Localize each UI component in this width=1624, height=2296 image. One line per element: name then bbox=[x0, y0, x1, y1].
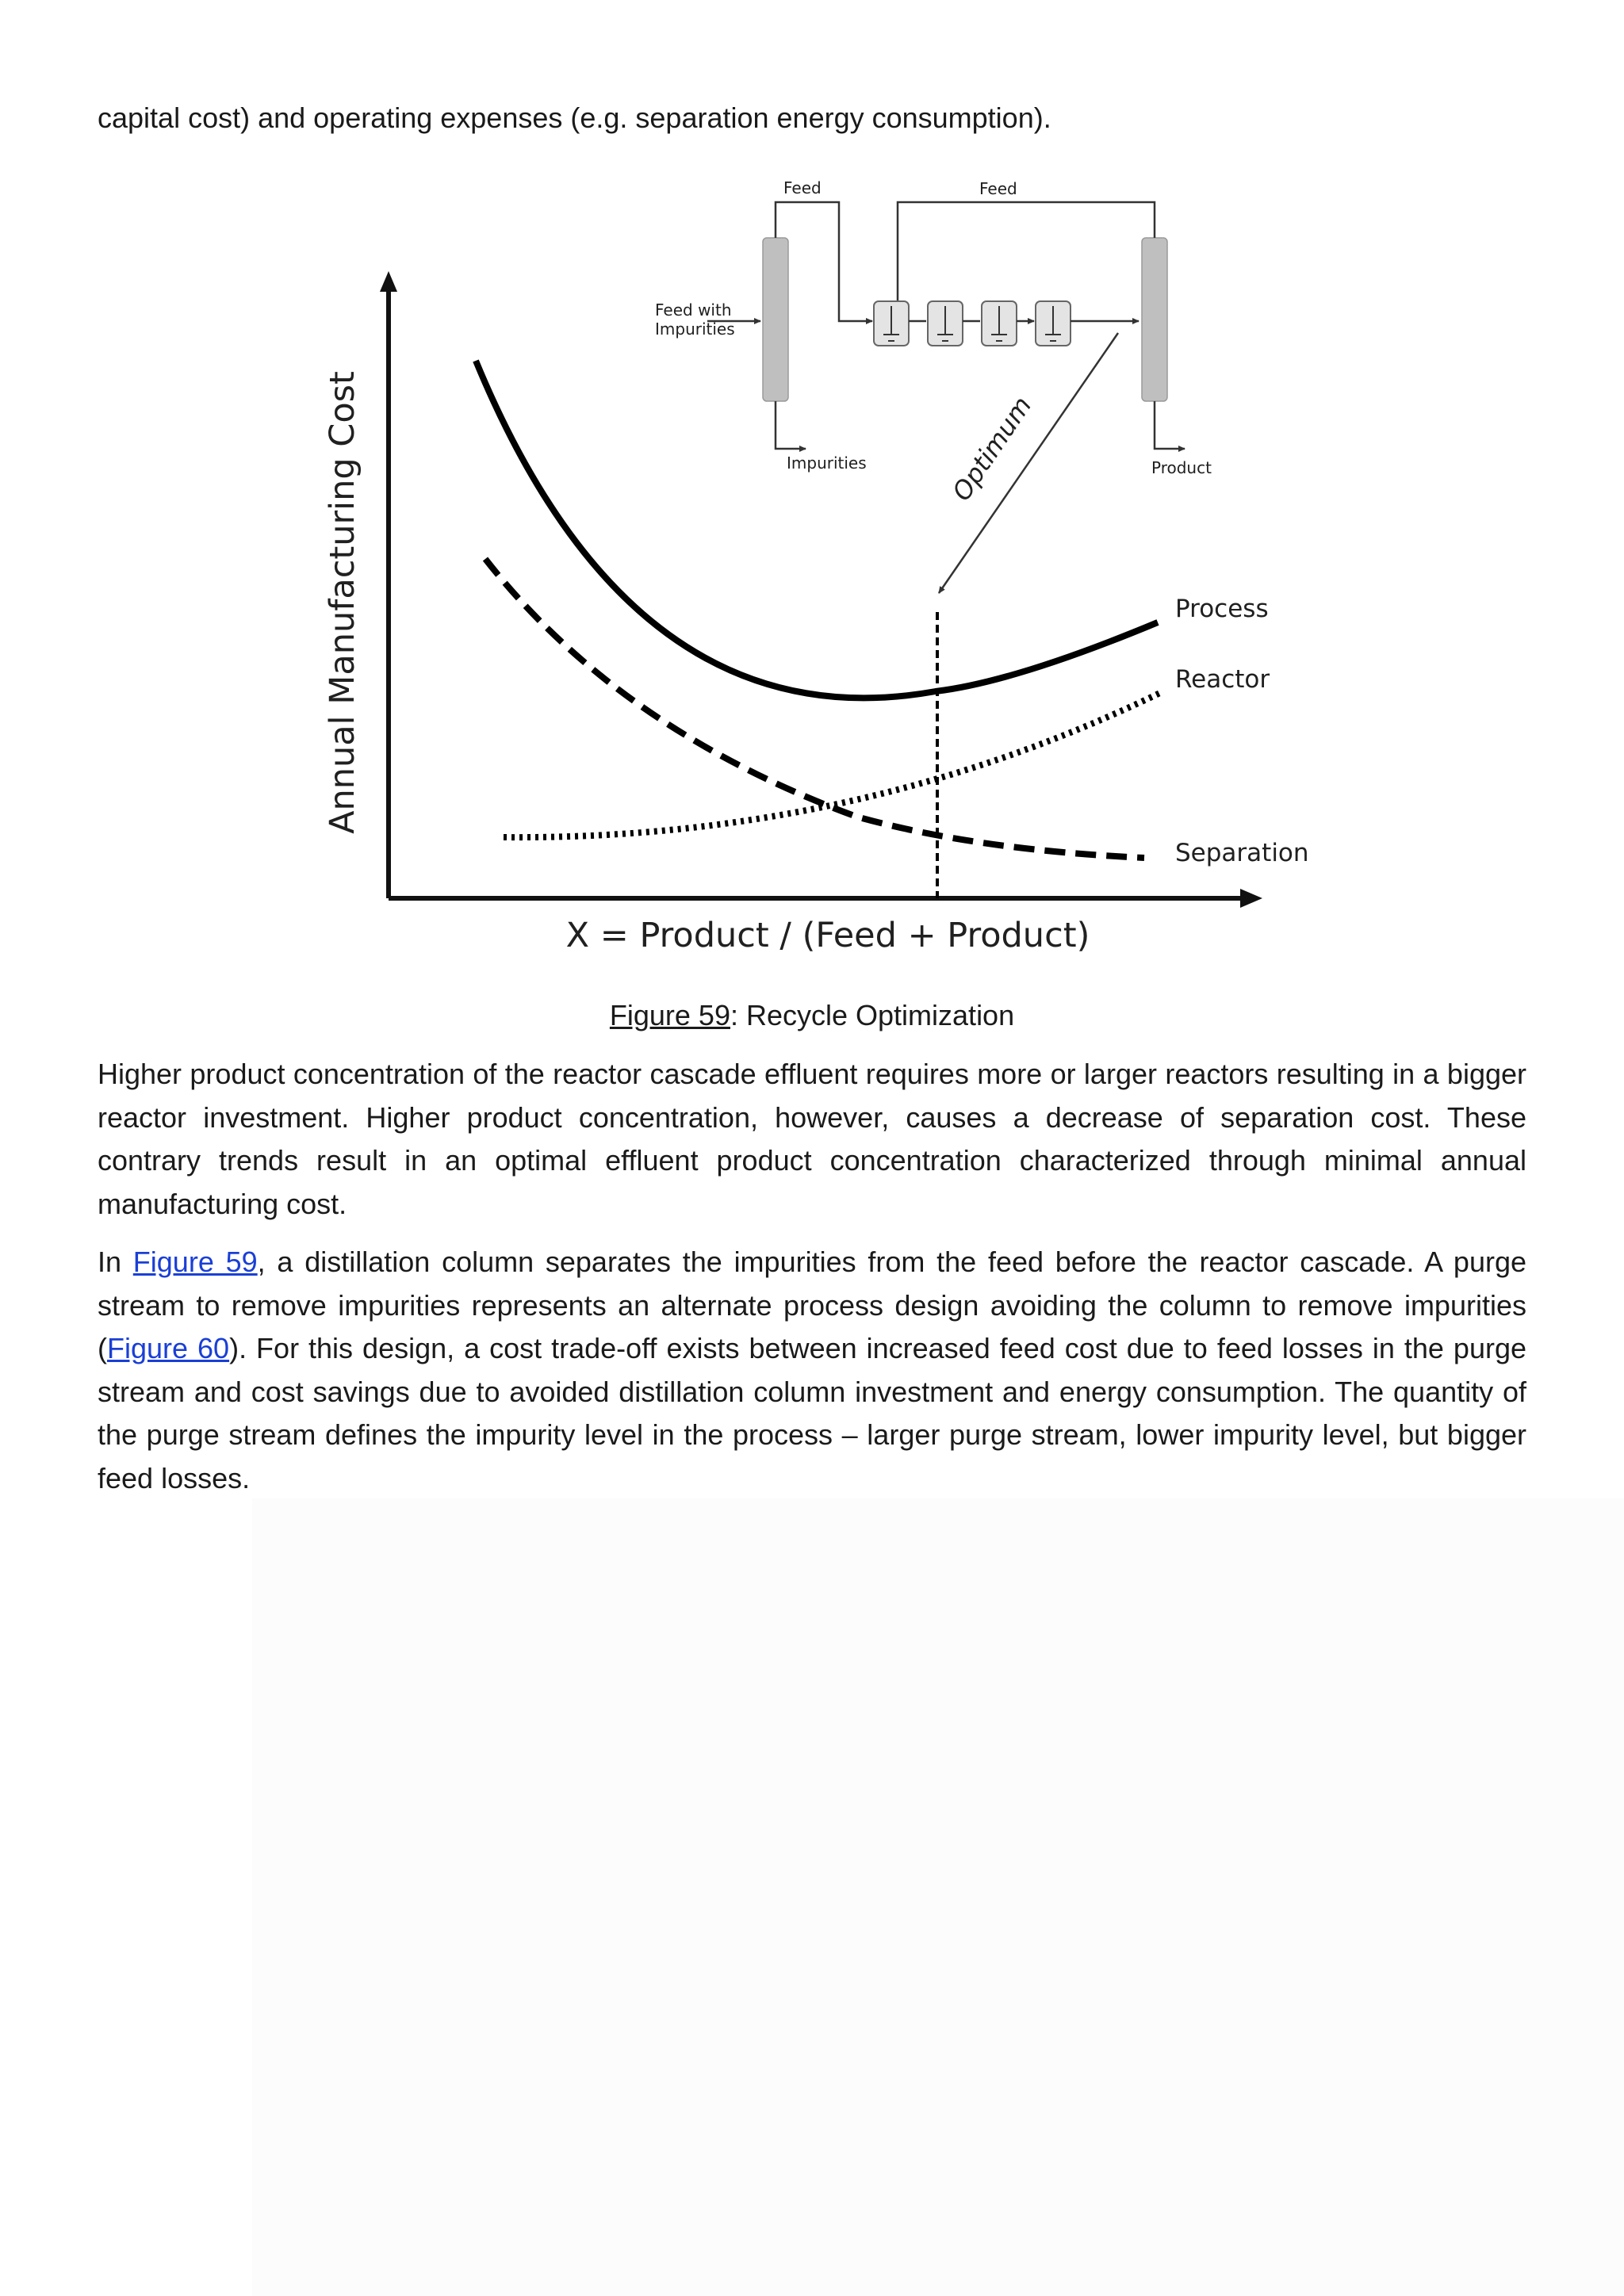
figure-59-link[interactable]: Figure 59 bbox=[132, 1246, 258, 1278]
feed-top-stream bbox=[898, 202, 1155, 309]
x-axis-arrowhead bbox=[1240, 889, 1262, 908]
process-label: Process bbox=[1175, 595, 1269, 623]
paragraph-2-text-b: , a distillation column separates the impurities from the feed before the reactor cascade. A purge stream to remove impurities represents an alternate process design avoiding the column to remove impurities ( bbox=[98, 1246, 1526, 1364]
feed-top-label: Feed bbox=[979, 179, 1017, 198]
figure-caption bbox=[0, 994, 1624, 1037]
feed-left-label: Feed bbox=[783, 178, 822, 197]
impurities-label: Impurities bbox=[787, 453, 867, 473]
impurity-distillation-column bbox=[763, 238, 788, 401]
reactor-curve bbox=[504, 691, 1163, 837]
caption-figure-ref: Figure 59 bbox=[609, 999, 730, 1031]
paragraph-2 bbox=[98, 1241, 1526, 1500]
separation-label: Separation bbox=[1175, 839, 1309, 867]
process-curve bbox=[476, 361, 1158, 698]
paragraph-2-text-a: In bbox=[98, 1246, 133, 1278]
optimum-label: Optimum bbox=[946, 391, 1038, 507]
reactor-label: Reactor bbox=[1175, 665, 1270, 694]
recycle-optimization-figure bbox=[301, 159, 1332, 959]
reactor-cascade bbox=[874, 301, 1139, 346]
feed-with-impurities-label-line1: Feed with bbox=[655, 300, 732, 320]
product-label: Product bbox=[1151, 458, 1212, 477]
feed-left-stream bbox=[776, 202, 872, 321]
caption-text: : Recycle Optimization bbox=[730, 999, 1015, 1031]
figure-60-link[interactable]: Figure 60 bbox=[107, 1332, 230, 1364]
y-axis-label: Annual Manufacturing Cost bbox=[323, 371, 362, 834]
product-stream bbox=[1155, 401, 1185, 449]
separation-curve bbox=[485, 559, 1144, 858]
x-axis-label: X = Product / (Feed + Product) bbox=[565, 916, 1090, 955]
top-text-line: capital cost) and operating expenses (e.g. separation energy consumption). bbox=[98, 101, 1051, 134]
feed-with-impurities-label-line2: Impurities bbox=[655, 320, 735, 339]
paragraph-1: Higher product concentration of the reactor cascade effluent requires more or larger reactors resulting in a bigger reactor investment. Higher product concentration, however, causes a decrease of separation cost. These contrary trends result in an optimal effluent product concentration characterized through minimal annual manufacturing cost. bbox=[98, 1058, 1526, 1220]
paragraph-2-text-c: ). For this design, a cost trade-off exists between increased feed cost due to feed losses in the purge stream and cost savings due to avoided distillation column investment and energy consumption. The quantity of the purge stream defines the impurity level in the process – larger purge stream, lower impurity level, but bigger feed losses. bbox=[98, 1332, 1526, 1494]
product-distillation-column bbox=[1142, 238, 1167, 401]
page-shading bbox=[252, 1498, 1624, 2296]
impurities-stream bbox=[776, 401, 806, 449]
y-axis-arrowhead bbox=[380, 271, 397, 292]
